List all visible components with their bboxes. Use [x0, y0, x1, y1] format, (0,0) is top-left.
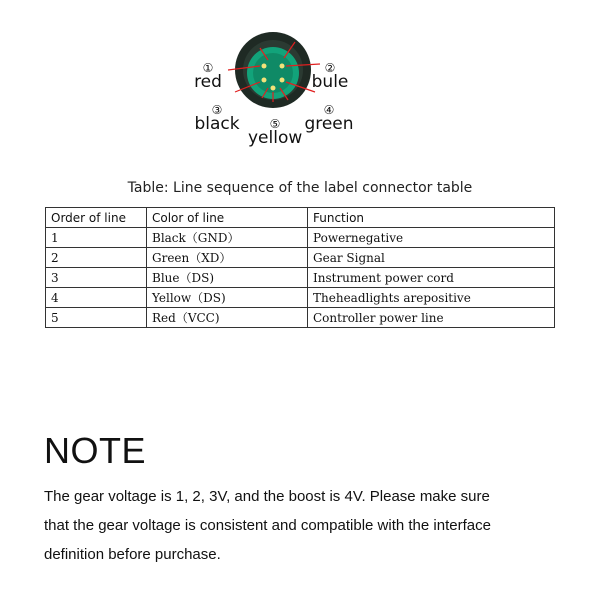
pin-number-2: ②	[324, 61, 336, 75]
pin-name-1: red	[194, 72, 222, 92]
pin-name-4: green	[304, 114, 354, 134]
function-cell: Controller power line	[308, 308, 555, 328]
note-body	[44, 482, 564, 569]
pin-4	[280, 78, 285, 83]
pin-3	[262, 78, 267, 83]
function-cell: Theheadlights arepositive	[308, 288, 555, 308]
header-function: Function	[308, 208, 555, 228]
pin-label-2	[308, 62, 352, 91]
pin-number-5: ⑤	[269, 117, 281, 131]
table-row	[46, 308, 555, 328]
note-line-1: The gear voltage is 1, 2, 3V, and the boost is 4V. Please make sure	[44, 488, 490, 505]
note-title: NOTE	[44, 430, 147, 471]
table-row	[46, 288, 555, 308]
order-cell: 5	[46, 308, 147, 328]
pin-1	[262, 64, 267, 69]
pin-number-3: ③	[211, 103, 223, 117]
color-cell: Blue（DS)	[147, 268, 308, 288]
function-cell: Powernegative	[308, 228, 555, 248]
order-cell: 2	[46, 248, 147, 268]
pin-label-3	[192, 104, 242, 133]
pin-number-1: ①	[202, 61, 214, 75]
connector-diagram	[180, 30, 400, 160]
pin-number-4: ④	[323, 103, 335, 117]
color-cell: Green（XD）	[147, 248, 308, 268]
pin-name-5: yellow	[248, 128, 303, 148]
color-cell: Black（GND）	[147, 228, 308, 248]
function-cell: Gear Signal	[308, 248, 555, 268]
pin-name-3: black	[194, 114, 240, 134]
note-line-2: that the gear voltage is consistent and compatible with the interface	[44, 517, 491, 534]
pin-label-1	[190, 62, 226, 91]
line-sequence-table	[45, 207, 555, 328]
table-caption: Table: Line sequence of the label connector table	[127, 180, 473, 196]
table-row	[46, 268, 555, 288]
pin-label-4	[304, 104, 354, 133]
pin-name-2: bule	[311, 72, 349, 92]
order-cell: 4	[46, 288, 147, 308]
function-cell: Instrument power cord	[308, 268, 555, 288]
table-row	[46, 248, 555, 268]
color-cell: Yellow（DS)	[147, 288, 308, 308]
table-header-row	[46, 208, 555, 228]
pin-label-5	[248, 118, 302, 147]
pin-5	[271, 86, 276, 91]
color-cell: Red（VCC)	[147, 308, 308, 328]
order-cell: 3	[46, 268, 147, 288]
table-row	[46, 228, 555, 248]
note-line-3: definition before purchase.	[44, 546, 221, 563]
pin-2	[280, 64, 285, 69]
order-cell: 1	[46, 228, 147, 248]
header-color: Color of line	[147, 208, 308, 228]
header-order: Order of line	[46, 208, 147, 228]
